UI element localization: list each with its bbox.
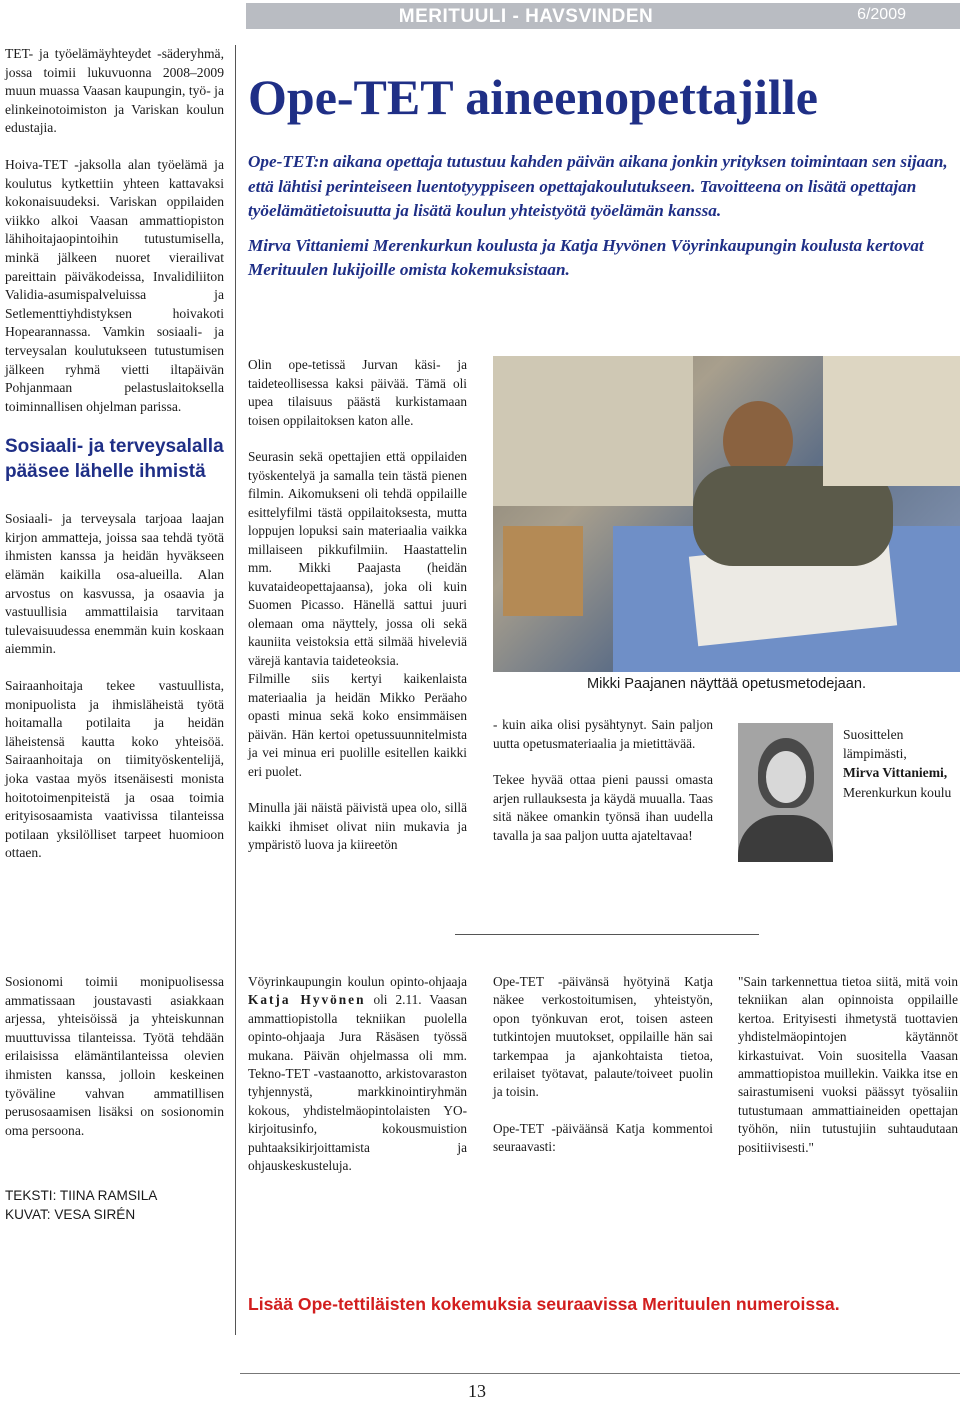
portrait-shoulders: [738, 815, 833, 862]
column-divider: [235, 45, 236, 1335]
left-column-lower: [5, 973, 224, 1158]
lower-col1-intro: Vöyrinkaupungin koulun opinto-ohjaaja: [248, 974, 467, 989]
left-subheading: Sosiaali- ja terveysalalla pääsee lähelle ihmistä: [5, 436, 224, 483]
recommend-school: Merenkurkun koulu: [843, 784, 952, 800]
lower-column-2: [493, 973, 713, 1157]
middle-column: [248, 356, 467, 873]
left-paragraph-4: Sairaanhoitaja tekee vastuullista, monipuolista ja ihmisläheistä työtä hoitamalla potilaita ja heidän läheistensä kautta koko yhteisöä. Sairaanhoitaja on tiimityöskentelijä, joka vastaa myös itsenäisesti monista hoitotoimenpiteistä ja osaa toimia erityisosaamista vaativissa tilanteissa potilaan yksilölliset tarpeet huomioon ottaen.: [5, 678, 224, 861]
lead-paragraph-1: Ope-TET:n aikana opettaja tutustuu kahden päivän aikana jonkin yrityksen toimintaan sen sijaan, että lähtisi perinteiseen luentotyyppiseen opettajakoulutukseen. Tavoitteena on lisätä opettajan työelämätietoisuutta ja lisätä koulun yhteistyötä työelämän kanssa.: [248, 152, 948, 220]
page-number: 13: [468, 1381, 486, 1401]
lower-col2-paragraph-1: Ope-TET -päivänsä hyötyinä Katja näkee verkostoitumisen, yhteistyön, opon työnkuvan erot, toisen asteen tutkintojen muutokset, oppilaille hän sai tarkempaa ja ajankohtaista tietoa, erilaiset työtavat, palaute/toiveet puolin ja toisin.: [493, 974, 713, 1100]
credits-text: TEKSTI: TIINA RAMSILA: [5, 1188, 158, 1203]
photo-box: [503, 526, 583, 616]
photo-caption: Mikki Paajanen näyttää opetusmetodejaan.: [586, 676, 867, 692]
credits-photos: KUVAT: VESA SIRÉN: [5, 1207, 136, 1222]
right-paragraph-1: - kuin aika olisi pysähtynyt. Sain paljon uutta opetusmateriaalia ja mietittävää.: [493, 717, 713, 751]
lower-col1-rest: oli 2.11. Vaasan ammattiopistolla tekniikan puolella opinto-ohjaaja Jura Räsäsen työssä mukana. Päivän ohjelmassa oli mm. Tekno-TET -vastaanotto, arkistovaraston tyhjennystä, markkinointiryhmän kokous, yhdistelmäopintolaisten YO-kirjoitusinfo, kokousmuistion puhtaaksikirjoittamista ja ohjauskeskusteluja.: [248, 992, 467, 1174]
middle-paragraph-4: Minulla jäi näistä päivistä upea olo, sillä kaikki ihmiset olivat niin mukavia ja ympäristö luova ja kiireetön: [248, 800, 467, 852]
right-paragraph-2: Tekee hyvää ottaa pieni paussi omasta arjen rullauksesta ja käydä muualla. Taas sitä näkee omankin työnsä ihan uudella tavalla ja saa paljon uutta ajateltavaa!: [493, 772, 713, 843]
right-column: [493, 716, 713, 863]
magazine-title: MERITUULI - HAVSVINDEN: [398, 6, 654, 27]
lower-col1-name: Katja Hyvönen: [248, 992, 366, 1008]
header-bar: [246, 3, 960, 29]
left-paragraph-1: TET- ja työelämäyhteydet -säderyhmä, jossa toimii lukuvuonna 2008–2009 muun muassa Vaasan kaupungin, työ- ja elinkeinotoimiston ja Variskan koulun edustajia.: [5, 46, 224, 136]
photo-shelves: [493, 356, 693, 506]
article-lead: [248, 150, 948, 293]
left-paragraph-3: Sosiaali- ja terveysala tarjoaa laajan kirjon ammatteja, joissa saa tehdä työtä ihmisten kanssa ja heidän hyväkseen elämän kaikilla osa-alueilla. Alan arvostus on kasvussa, ja osaavia ja vastuullisia ammattilaisia tarvitaan tulevaisuudessa enemmän kuin koskaan aiemmin.: [5, 511, 224, 657]
middle-paragraph-2: Seurasin sekä opettajien että oppilaiden työskentelyä ja samalla tein tästä pienen filmin. Aikomukseni oli tehdä oppilaille esittelyfilmi tästä oppilaitoksesta, mutta loppujen lopuksi sain materiaalia vaikka millaiseen pikkufilmiin. Haastattelin mm. Mikki Paajasta (heidän kuvataideopettajaansa), joka oli kuin Suomen Picasso. Hänellä sattui juuri olemaan oma näyttely, jossa oli sekä kauniita veistoksia että silmää hiveleviä värejä kantavia taideteoksia.: [248, 449, 467, 668]
lower-col3-quote: "Sain tarkennettua tietoa siitä, mitä voin tekniikan alan opinnoista oppilaille kertoa. Erityisesti ihmetystä tuottavien yhdistelmäopintojen käytännöt kirkastuivat. Voin suositella Vaasan ammattiopistoa muillekin. Vaikka itse en sairastumiseni vuoksi päässyt työsaliin tutustumaan ammattiaineiden opettajan työhön, niin tutustujiin suhtaudutaan positiivisesti.": [738, 974, 958, 1155]
middle-paragraph-1: Olin ope-tetissä Jurvan käsi- ja taideteollisessa kaksi päivää. Tämä oli upea tilaisuus päästä kurkistamaan toisen oppilaitoksen katon alle.: [248, 357, 467, 428]
teacher-drawing-photo: [493, 356, 960, 672]
middle-paragraph-3: Filmille siis kertyi kaikenlaista materiaalia ja heidän Mikko Peräaho opasti minua sekä koko ensimmäisen päivän. Hän kertoi opetussuunnitelmista ja vei minua eri puolille esitellen kaikki eri puolet.: [248, 671, 467, 779]
credits: [5, 1186, 157, 1224]
lower-col1-paragraph: [248, 973, 467, 1175]
footer-rule: [240, 1373, 960, 1374]
lower-column-1: [248, 973, 467, 1193]
section-rule: [455, 934, 759, 935]
lead-paragraph-2: Mirva Vittaniemi Merenkurkun koulusta ja Katja Hyvönen Vöyrinkaupungin koulusta kertovat Merituulen lukijoille omista kokemuksistaan.: [248, 235, 924, 279]
portrait-face: [766, 751, 806, 803]
left-paragraph-5: Sosionomi toimii monipuolisessa ammatissaan joustavasti asiakkaan arjessa, yhteisöissä ja yhteiskunnan muuttuvissa tilanteissa. Työtä tehdään erilaisissa elämäntilanteissa olevien ihmisten kanssa, jolloin keskeinen työväline vahvan ammatillisen perusosaamisen lisäksi on sosionomin oma persoona.: [5, 974, 224, 1138]
left-paragraph-2: Hoiva-TET -jaksolla alan työelämä ja koulutus kytkettiin yhteen kattavaksi kokonaisuudeksi. Variskan oppilaiden viikko alkoi Vaasan ammattiopiston lähihoitajaopintoihin tutustumisella, minkä jälkeen nuoret vierailivat pareittain päiväkodeissa, Invalidiliiton Validia-asumispalveluissa ja Setlementtiyhdistyksen hoivakoti Hopearannassa. Vamkin sosiaali- ja terveysalan koulutukseen tutustumisen jälkeen ryhmä vietti iltapäivän Pohjanmaan pelastuslaitoksella toiminnallisen ohjelman parissa.: [5, 156, 224, 414]
recommend-text: Suosittelen lämpimästi,: [843, 727, 907, 762]
recommend-name: Mirva Vittaniemi,: [843, 765, 948, 781]
photo-drawers: [823, 356, 960, 486]
left-column: [5, 45, 224, 881]
issue-number: 6/2009: [857, 6, 906, 23]
portrait-photo: [738, 723, 833, 862]
recommendation: [843, 725, 958, 802]
article-title: Ope-TET aineenopettajille: [248, 69, 818, 125]
footer-note: Lisää Ope-tettiläisten kokemuksia seuraavissa Merituulen numeroissa.: [248, 1294, 840, 1314]
lower-column-3: [738, 973, 958, 1175]
lower-col2-paragraph-2: Ope-TET -päiväänsä Katja kommentoi seuraavasti:: [493, 1120, 713, 1155]
